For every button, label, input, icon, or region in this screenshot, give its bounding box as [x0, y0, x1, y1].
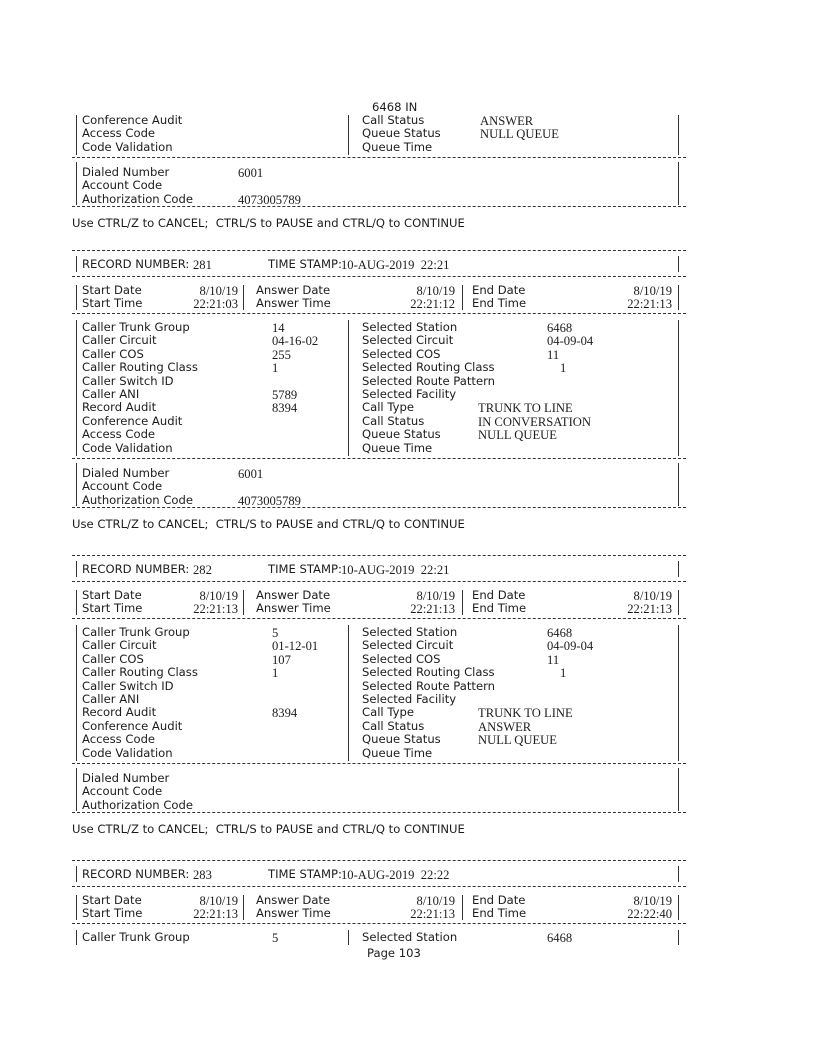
end-time-value: 22:21:13: [627, 602, 672, 617]
start-time-value: 22:21:13: [193, 907, 238, 922]
timestamp-label: TIME STAMP:: [268, 257, 342, 271]
field-label: Caller ANI: [82, 692, 140, 706]
field-label: Queue Time: [362, 139, 433, 154]
field-label: Call Status: [362, 718, 425, 733]
field-label: Caller Routing Class: [82, 360, 198, 375]
field-label: Dialed Number: [82, 466, 170, 480]
field-value: 6001: [238, 467, 264, 481]
field-value: 1: [272, 666, 279, 681]
field-label: Call Status: [362, 113, 425, 127]
field-label: Caller Circuit: [82, 333, 157, 348]
left-border: [76, 625, 77, 761]
field-value: 4073005789: [238, 192, 301, 207]
field-label: Conference Audit: [82, 113, 183, 127]
field-value: 107: [272, 652, 291, 667]
field-label: Dialed Number: [82, 165, 170, 179]
field-label: Authorization Code: [82, 492, 194, 507]
field-value: 6468: [547, 321, 573, 335]
field-value: 5: [272, 626, 279, 640]
column-divider: [243, 895, 244, 920]
column-divider: [462, 895, 463, 920]
record-number-label: RECORD NUMBER:: [82, 562, 190, 576]
field-value: ANSWER: [478, 719, 532, 734]
answer-time-value: 22:21:13: [410, 602, 455, 617]
field-value: 04-09-04: [547, 334, 594, 349]
field-label: Caller Routing Class: [82, 665, 198, 680]
timestamp-label: TIME STAMP:: [268, 867, 342, 881]
column-divider: [348, 115, 349, 155]
right-border: [678, 162, 679, 205]
field-label: Authorization Code: [82, 797, 194, 812]
field-value: 6001: [238, 166, 264, 180]
end-time-label: End Time: [472, 906, 527, 921]
control-prompt: Use CTRL/Z to CANCEL; CTRL/S to PAUSE and CTRL/Q to CONTINUE: [72, 822, 465, 836]
field-label: Queue Time: [362, 440, 433, 455]
field-value: 4073005789: [238, 493, 301, 508]
end-time-label: End Time: [472, 296, 527, 311]
start-time-label: Start Time: [82, 601, 143, 616]
right-border: [678, 320, 679, 456]
field-label: Dialed Number: [82, 771, 170, 785]
control-prompt: Use CTRL/Z to CANCEL; CTRL/S to PAUSE and CTRL/Q to CONTINUE: [72, 216, 465, 230]
dashed-separator: [72, 581, 686, 582]
field-value: 8394: [272, 401, 298, 416]
right-border: [678, 930, 679, 945]
timestamp-value: 10-AUG-2019 22:22: [341, 868, 450, 882]
answer-time-value: 22:21:12: [410, 297, 455, 312]
field-label: Call Status: [362, 413, 425, 428]
dashed-separator: [72, 250, 686, 251]
field-label: Conference Audit: [82, 413, 183, 428]
field-value: 6468: [547, 931, 573, 945]
field-label: Queue Status: [362, 126, 441, 141]
field-value: NULL QUEUE: [480, 127, 559, 142]
field-label: Queue Time: [362, 745, 433, 760]
dashed-separator: [72, 313, 686, 314]
end-date-label: End Date: [472, 283, 526, 297]
dashed-separator: [72, 206, 686, 207]
field-value: 6468: [547, 626, 573, 640]
right-border: [678, 115, 679, 155]
field-label: Access Code: [82, 732, 156, 747]
left-border: [76, 115, 77, 155]
field-label: Caller Trunk Group: [82, 320, 190, 334]
start-date-label: Start Date: [82, 893, 142, 907]
field-value: 1: [560, 361, 567, 376]
field-value: 11: [547, 347, 560, 362]
timestamp-value: 10-AUG-2019 22:21: [341, 563, 450, 577]
field-value: 255: [272, 347, 291, 362]
record-number-value: 281: [193, 258, 212, 272]
end-date-label: End Date: [472, 588, 526, 602]
field-value: 8394: [272, 706, 298, 721]
left-border: [76, 320, 77, 456]
dashed-separator: [72, 157, 686, 158]
right-border: [678, 463, 679, 506]
end-date-value: 8/10/19: [633, 589, 672, 603]
field-label: Selected Routing Class: [362, 360, 495, 375]
answer-date-value: 8/10/19: [416, 284, 455, 298]
dashed-separator: [72, 507, 686, 508]
field-value: 1: [272, 361, 279, 376]
field-label: Queue Status: [362, 732, 441, 747]
field-value: 01-12-01: [272, 639, 319, 654]
start-time-value: 22:21:03: [193, 297, 238, 312]
field-label: Selected Station: [362, 320, 458, 334]
right-border: [678, 561, 679, 577]
field-label: Selected Station: [362, 930, 458, 944]
dashed-separator: [72, 886, 686, 887]
right-border: [678, 590, 679, 615]
field-label: Selected Facility: [362, 692, 457, 706]
field-label: Caller Switch ID: [82, 373, 174, 388]
left-border: [76, 561, 77, 577]
field-value: 04-16-02: [272, 334, 319, 349]
field-value: TRUNK TO LINE: [478, 706, 573, 721]
right-border: [678, 866, 679, 882]
field-value: 04-09-04: [547, 639, 594, 654]
continued-line: 6468 IN: [372, 100, 418, 114]
dashed-separator: [72, 618, 686, 619]
start-date-label: Start Date: [82, 588, 142, 602]
field-value: 11: [547, 652, 560, 667]
record-number-value: 282: [193, 563, 212, 577]
field-label: Account Code: [82, 784, 163, 799]
field-label: Caller Trunk Group: [82, 625, 190, 639]
end-date-label: End Date: [472, 893, 526, 907]
start-date-label: Start Date: [82, 283, 142, 297]
left-border: [76, 866, 77, 882]
start-date-value: 8/10/19: [199, 894, 238, 908]
left-border: [76, 895, 77, 920]
answer-time-label: Answer Time: [256, 906, 331, 921]
field-label: Selected Circuit: [362, 333, 454, 348]
answer-date-label: Answer Date: [256, 588, 331, 602]
answer-date-value: 8/10/19: [416, 589, 455, 603]
right-border: [678, 625, 679, 761]
field-label: Caller COS: [82, 651, 144, 666]
field-value: TRUNK TO LINE: [478, 401, 573, 416]
left-border: [76, 930, 77, 945]
field-label: Selected Circuit: [362, 638, 454, 653]
field-label: Record Audit: [82, 705, 157, 720]
field-label: Caller Circuit: [82, 638, 157, 653]
dashed-separator: [72, 860, 686, 861]
left-border: [76, 285, 77, 310]
right-border: [678, 256, 679, 272]
field-value: NULL QUEUE: [478, 733, 557, 748]
field-label: Selected COS: [362, 346, 441, 361]
answer-date-label: Answer Date: [256, 283, 331, 297]
left-border: [76, 590, 77, 615]
control-prompt: Use CTRL/Z to CANCEL; CTRL/S to PAUSE and CTRL/Q to CONTINUE: [72, 517, 465, 531]
column-divider: [243, 590, 244, 615]
field-label: Access Code: [82, 126, 156, 141]
column-divider: [462, 590, 463, 615]
start-time-value: 22:21:13: [193, 602, 238, 617]
field-label: Caller Switch ID: [82, 678, 174, 693]
field-label: Queue Status: [362, 427, 441, 442]
left-border: [76, 162, 77, 205]
field-label: Selected Routing Class: [362, 665, 495, 680]
dashed-separator: [72, 555, 686, 556]
dashed-separator: [72, 763, 686, 764]
left-border: [76, 256, 77, 272]
field-label: Account Code: [82, 178, 163, 193]
end-time-label: End Time: [472, 601, 527, 616]
answer-time-label: Answer Time: [256, 296, 331, 311]
record-number-value: 283: [193, 868, 212, 882]
end-date-value: 8/10/19: [633, 284, 672, 298]
end-time-value: 22:22:40: [627, 907, 672, 922]
left-border: [76, 768, 77, 811]
end-time-value: 22:21:13: [627, 297, 672, 312]
dashed-separator: [72, 923, 686, 924]
field-value: 14: [272, 321, 285, 335]
column-divider: [348, 320, 349, 456]
answer-time-label: Answer Time: [256, 601, 331, 616]
field-value: 5: [272, 931, 279, 945]
right-border: [678, 768, 679, 811]
field-value: NULL QUEUE: [478, 428, 557, 443]
start-time-label: Start Time: [82, 906, 143, 921]
answer-date-label: Answer Date: [256, 893, 331, 907]
field-value: 1: [560, 666, 567, 681]
field-label: Caller Trunk Group: [82, 930, 190, 944]
record-number-label: RECORD NUMBER:: [82, 867, 190, 881]
field-value: IN CONVERSATION: [478, 414, 591, 429]
answer-time-value: 22:21:13: [410, 907, 455, 922]
field-label: Code Validation: [82, 440, 173, 455]
dashed-separator: [72, 812, 686, 813]
field-label: Authorization Code: [82, 191, 194, 206]
field-label: Call Type: [362, 705, 414, 720]
end-date-value: 8/10/19: [633, 894, 672, 908]
column-divider: [243, 285, 244, 310]
page-number: Page 103: [367, 946, 421, 960]
answer-date-value: 8/10/19: [416, 894, 455, 908]
field-label: Selected Route Pattern: [362, 373, 495, 388]
field-label: Caller COS: [82, 346, 144, 361]
right-border: [678, 895, 679, 920]
dashed-separator: [72, 458, 686, 459]
start-date-value: 8/10/19: [199, 589, 238, 603]
dashed-separator: [72, 276, 686, 277]
left-border: [76, 463, 77, 506]
field-label: Account Code: [82, 479, 163, 494]
start-date-value: 8/10/19: [199, 284, 238, 298]
field-label: Selected Facility: [362, 387, 457, 401]
right-border: [678, 285, 679, 310]
record-number-label: RECORD NUMBER:: [82, 257, 190, 271]
field-label: Record Audit: [82, 400, 157, 415]
start-time-label: Start Time: [82, 296, 143, 311]
field-label: Call Type: [362, 400, 414, 415]
field-value: 5789: [272, 388, 298, 402]
field-label: Access Code: [82, 427, 156, 442]
field-label: Selected Route Pattern: [362, 678, 495, 693]
field-label: Code Validation: [82, 139, 173, 154]
column-divider: [462, 285, 463, 310]
column-divider: [348, 625, 349, 761]
field-label: Code Validation: [82, 745, 173, 760]
field-label: Selected Station: [362, 625, 458, 639]
timestamp-label: TIME STAMP:: [268, 562, 342, 576]
field-label: Conference Audit: [82, 718, 183, 733]
field-label: Selected COS: [362, 651, 441, 666]
field-value: ANSWER: [480, 114, 534, 128]
column-divider: [348, 930, 349, 945]
field-label: Caller ANI: [82, 387, 140, 401]
timestamp-value: 10-AUG-2019 22:21: [341, 258, 450, 272]
